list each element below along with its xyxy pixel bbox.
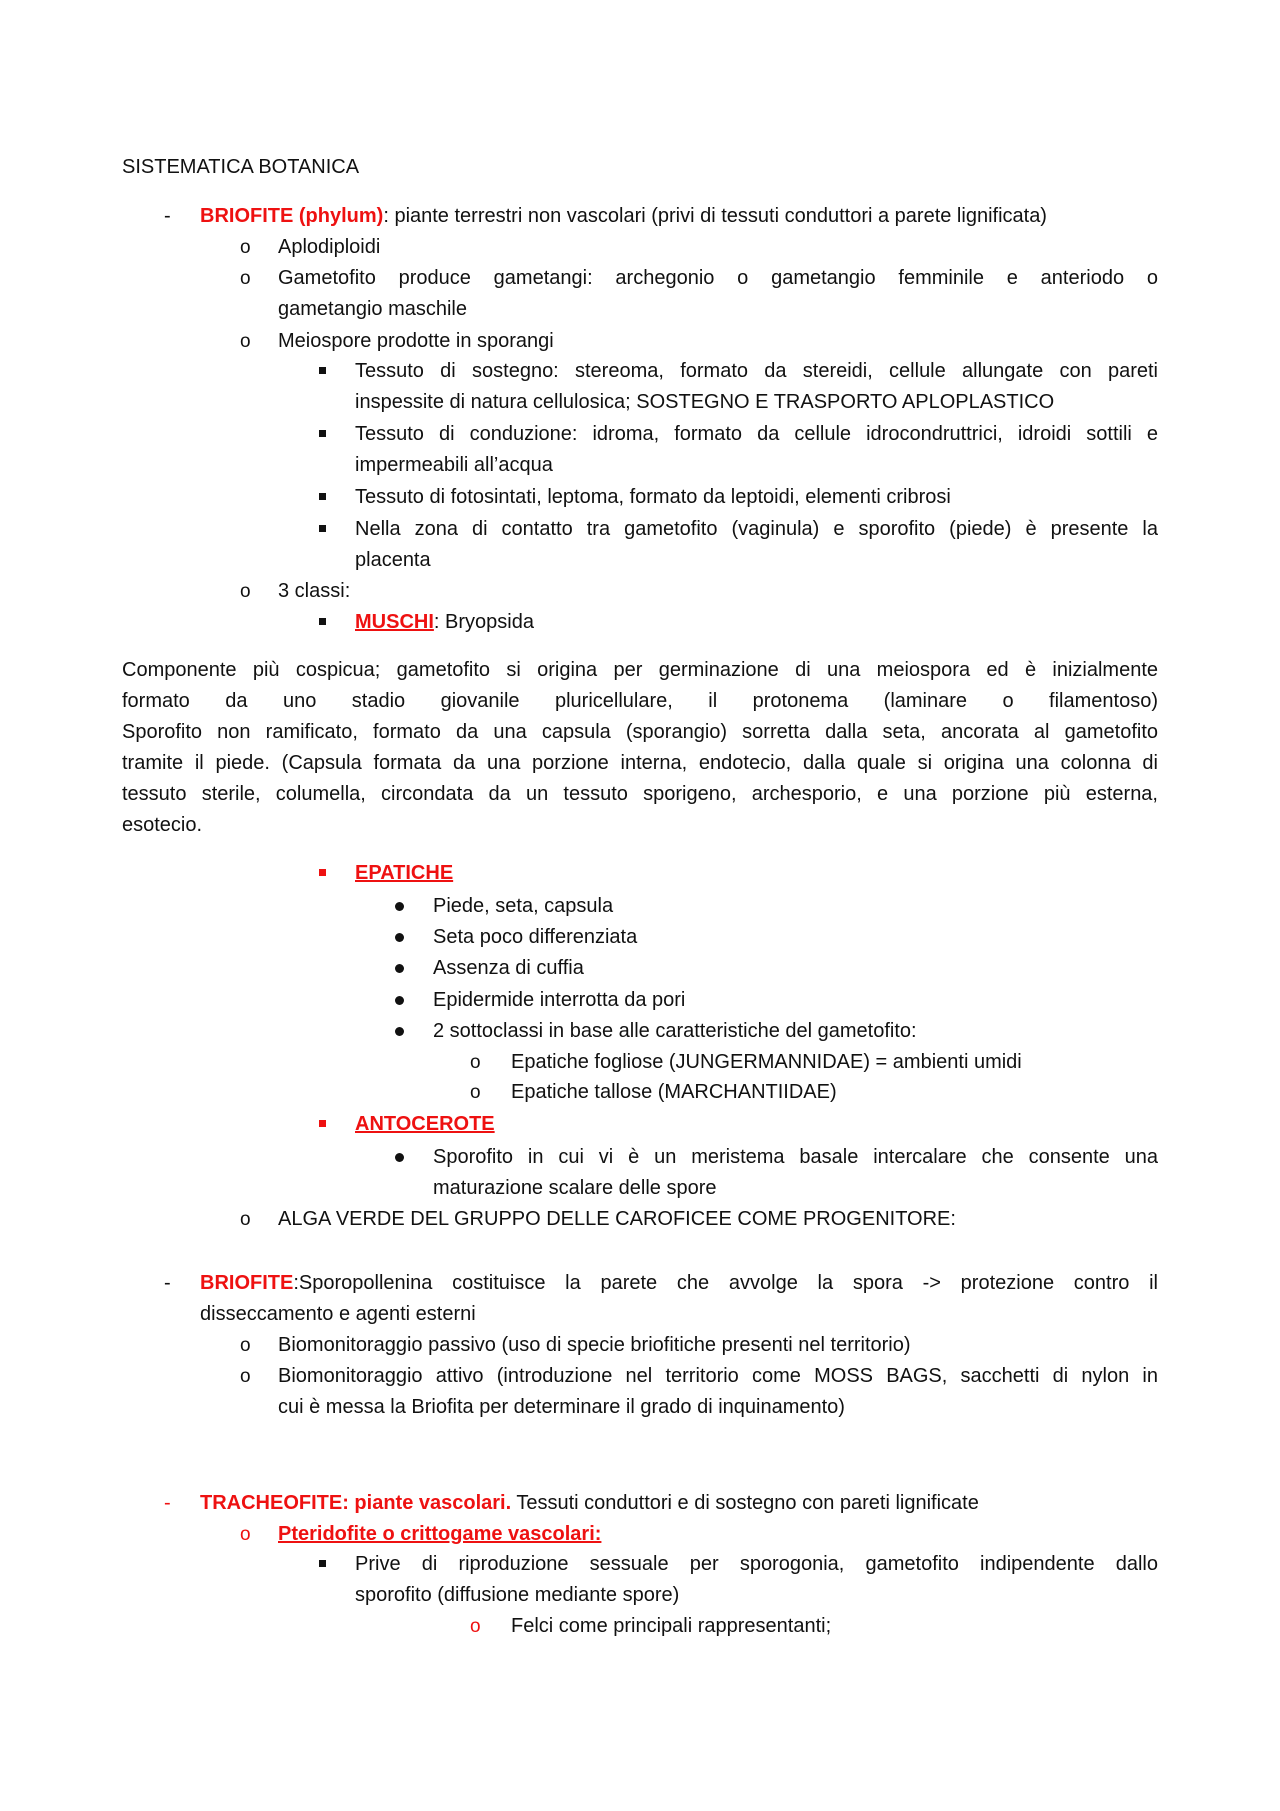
biomonitoraggio-passivo: Biomonitoraggio passivo (uso di specie briofitiche presenti nel territorio) [278, 1334, 911, 1356]
dash-bullet: - [164, 1492, 171, 1514]
document-title: SISTEMATICA BOTANICA [122, 156, 360, 178]
pteridofite-heading [278, 1519, 601, 1550]
paragraph-line: esotecio. [122, 814, 203, 836]
muschi-description: : Bryopsida [433, 611, 534, 633]
paragraph-line: tessuto sterile, columella, circondata da un tessuto sporigeno, archesporio, e una porzione più esterna, [122, 783, 1158, 805]
tessuto-sostegno: Tessuto di sostegno: stereoma, formato da stereidi, cellule allungate con pareti [355, 360, 1158, 382]
circle-bullet: o [240, 1366, 251, 1387]
antocerote-label: ANTOCEROTE [355, 1113, 495, 1135]
circle-bullet: o [240, 268, 251, 289]
epatiche-item: Seta poco differenziata [433, 926, 638, 948]
alga-verde: ALGA VERDE DEL GRUPPO DELLE CAROFICEE COME PROGENITORE: [278, 1208, 956, 1230]
paragraph-line: Sporofito non ramificato, formato da una capsula (sporangio) sorretta dalla seta, ancorata al gametofito [122, 721, 1158, 743]
tessuto-conduzione: Tessuto di conduzione: idroma, formato da cellule idrocondruttrici, idroidi sottili e [355, 423, 1158, 445]
circle-bullet: o [470, 1616, 481, 1637]
circle-bullet: o [240, 1524, 251, 1545]
epatiche-item: Piede, seta, capsula [433, 895, 614, 917]
briofite2-description: :Sporopollenina costituisce la parete che avvolge la spora -> protezione contro il [293, 1272, 1158, 1294]
dot-bullet [395, 902, 404, 911]
muschi-label: MUSCHI [355, 611, 434, 633]
circle-bullet: o [470, 1082, 481, 1103]
square-bullet [319, 618, 326, 625]
epatiche-item: Assenza di cuffia [433, 957, 584, 979]
paragraph-line: Componente più cospicua; gametofito si origina per germinazione di una meiospora ed è inizialmente [122, 659, 1158, 681]
tracheofite-heading [200, 1488, 979, 1519]
epatiche-item: Epidermide interrotta da pori [433, 989, 686, 1011]
list-item-aplodiploidi: Aplodiploidi [278, 236, 381, 258]
sottoclasse-fogliose: Epatiche fogliose (JUNGERMANNIDAE) = ambienti umidi [511, 1051, 1022, 1073]
biomonitoraggio-attivo: Biomonitoraggio attivo (introduzione nel territorio come MOSS BAGS, sacchetti di nylon in [278, 1365, 1158, 1387]
epatiche-item: 2 sottoclassi in base alle caratteristiche del gametofito: [433, 1020, 917, 1042]
square-bullet [319, 367, 326, 374]
paragraph-line: formato da uno stadio giovanile pluricellulare, il protonema (laminare o filamentoso) [122, 690, 1158, 712]
dot-bullet [395, 1153, 404, 1162]
epatiche-heading [355, 858, 453, 889]
circle-bullet: o [240, 1209, 251, 1230]
circle-bullet: o [240, 1335, 251, 1356]
briofite2-description-cont: disseccamento e agenti esterni [200, 1303, 476, 1325]
pteridofite-label: Pteridofite o crittogame vascolari: [278, 1523, 602, 1545]
tre-classi: 3 classi: [278, 580, 351, 602]
circle-bullet: o [470, 1052, 481, 1073]
list-item-meiospore: Meiospore prodotte in sporangi [278, 330, 554, 352]
tessuto-sostegno-cont: inspessite di natura cellulosica; SOSTEGNO E TRASPORTO APLOPLASTICO [355, 391, 1055, 413]
paragraph-line: tramite il piede. (Capsula formata da una porzione interna, endotecio, dalla quale si origina una colonna di [122, 752, 1158, 774]
pteridofite-item: Prive di riproduzione sessuale per sporogonia, gametofito indipendente dallo [355, 1553, 1158, 1575]
briofite2-label: BRIOFITE [200, 1272, 294, 1294]
dot-bullet [395, 996, 404, 1005]
briofite-heading [200, 201, 1047, 232]
antocerote-item: Sporofito in cui vi è un meristema basale intercalare che consente una [433, 1146, 1158, 1168]
pteridofite-item-cont: sporofito (diffusione mediante spore) [355, 1584, 680, 1606]
antocerote-heading [355, 1109, 495, 1140]
dot-bullet [395, 1027, 404, 1036]
dot-bullet [395, 964, 404, 973]
list-item-gametofito: Gametofito produce gametangi: archegonio o gametangio femminile e anteriodo o [278, 267, 1158, 289]
tessuto-fotosintati: Tessuto di fotosintati, leptoma, formato da leptoidi, elementi cribrosi [355, 486, 951, 508]
square-bullet [319, 1560, 326, 1567]
square-bullet [319, 493, 326, 500]
epatiche-label: EPATICHE [355, 862, 454, 884]
tracheofite-description: Tessuti conduttori e di sostegno con pareti lignificate [511, 1492, 979, 1514]
square-bullet [319, 430, 326, 437]
dot-bullet [395, 933, 404, 942]
circle-bullet: o [240, 331, 251, 352]
briofite-description: : piante terrestri non vascolari (privi di tessuti conduttori a parete lignificata) [383, 205, 1047, 227]
circle-bullet: o [240, 581, 251, 602]
dash-bullet: - [164, 205, 171, 227]
zona-contatto-cont: placenta [355, 549, 431, 571]
square-bullet [319, 869, 326, 876]
tessuto-conduzione-cont: impermeabili all’acqua [355, 454, 553, 476]
square-bullet [319, 1120, 326, 1127]
circle-bullet: o [240, 237, 251, 258]
list-item-gametofito-cont: gametangio maschile [278, 298, 467, 320]
square-bullet [319, 525, 326, 532]
muschi-heading [355, 607, 534, 638]
dash-bullet: - [164, 1272, 171, 1294]
briofite2-heading [200, 1268, 1158, 1299]
briofite-label: BRIOFITE (phylum) [200, 205, 384, 227]
felci-item: Felci come principali rappresentanti; [511, 1615, 832, 1637]
tracheofite-label: TRACHEOFITE: piante vascolari. [200, 1492, 512, 1514]
zona-contatto: Nella zona di contatto tra gametofito (vaginula) e sporofito (piede) è presente la [355, 518, 1158, 540]
sottoclasse-tallose: Epatiche tallose (MARCHANTIIDAE) [511, 1081, 837, 1103]
antocerote-item-cont: maturazione scalare delle spore [433, 1177, 717, 1199]
biomonitoraggio-attivo-cont: cui è messa la Briofita per determinare il grado di inquinamento) [278, 1396, 845, 1418]
